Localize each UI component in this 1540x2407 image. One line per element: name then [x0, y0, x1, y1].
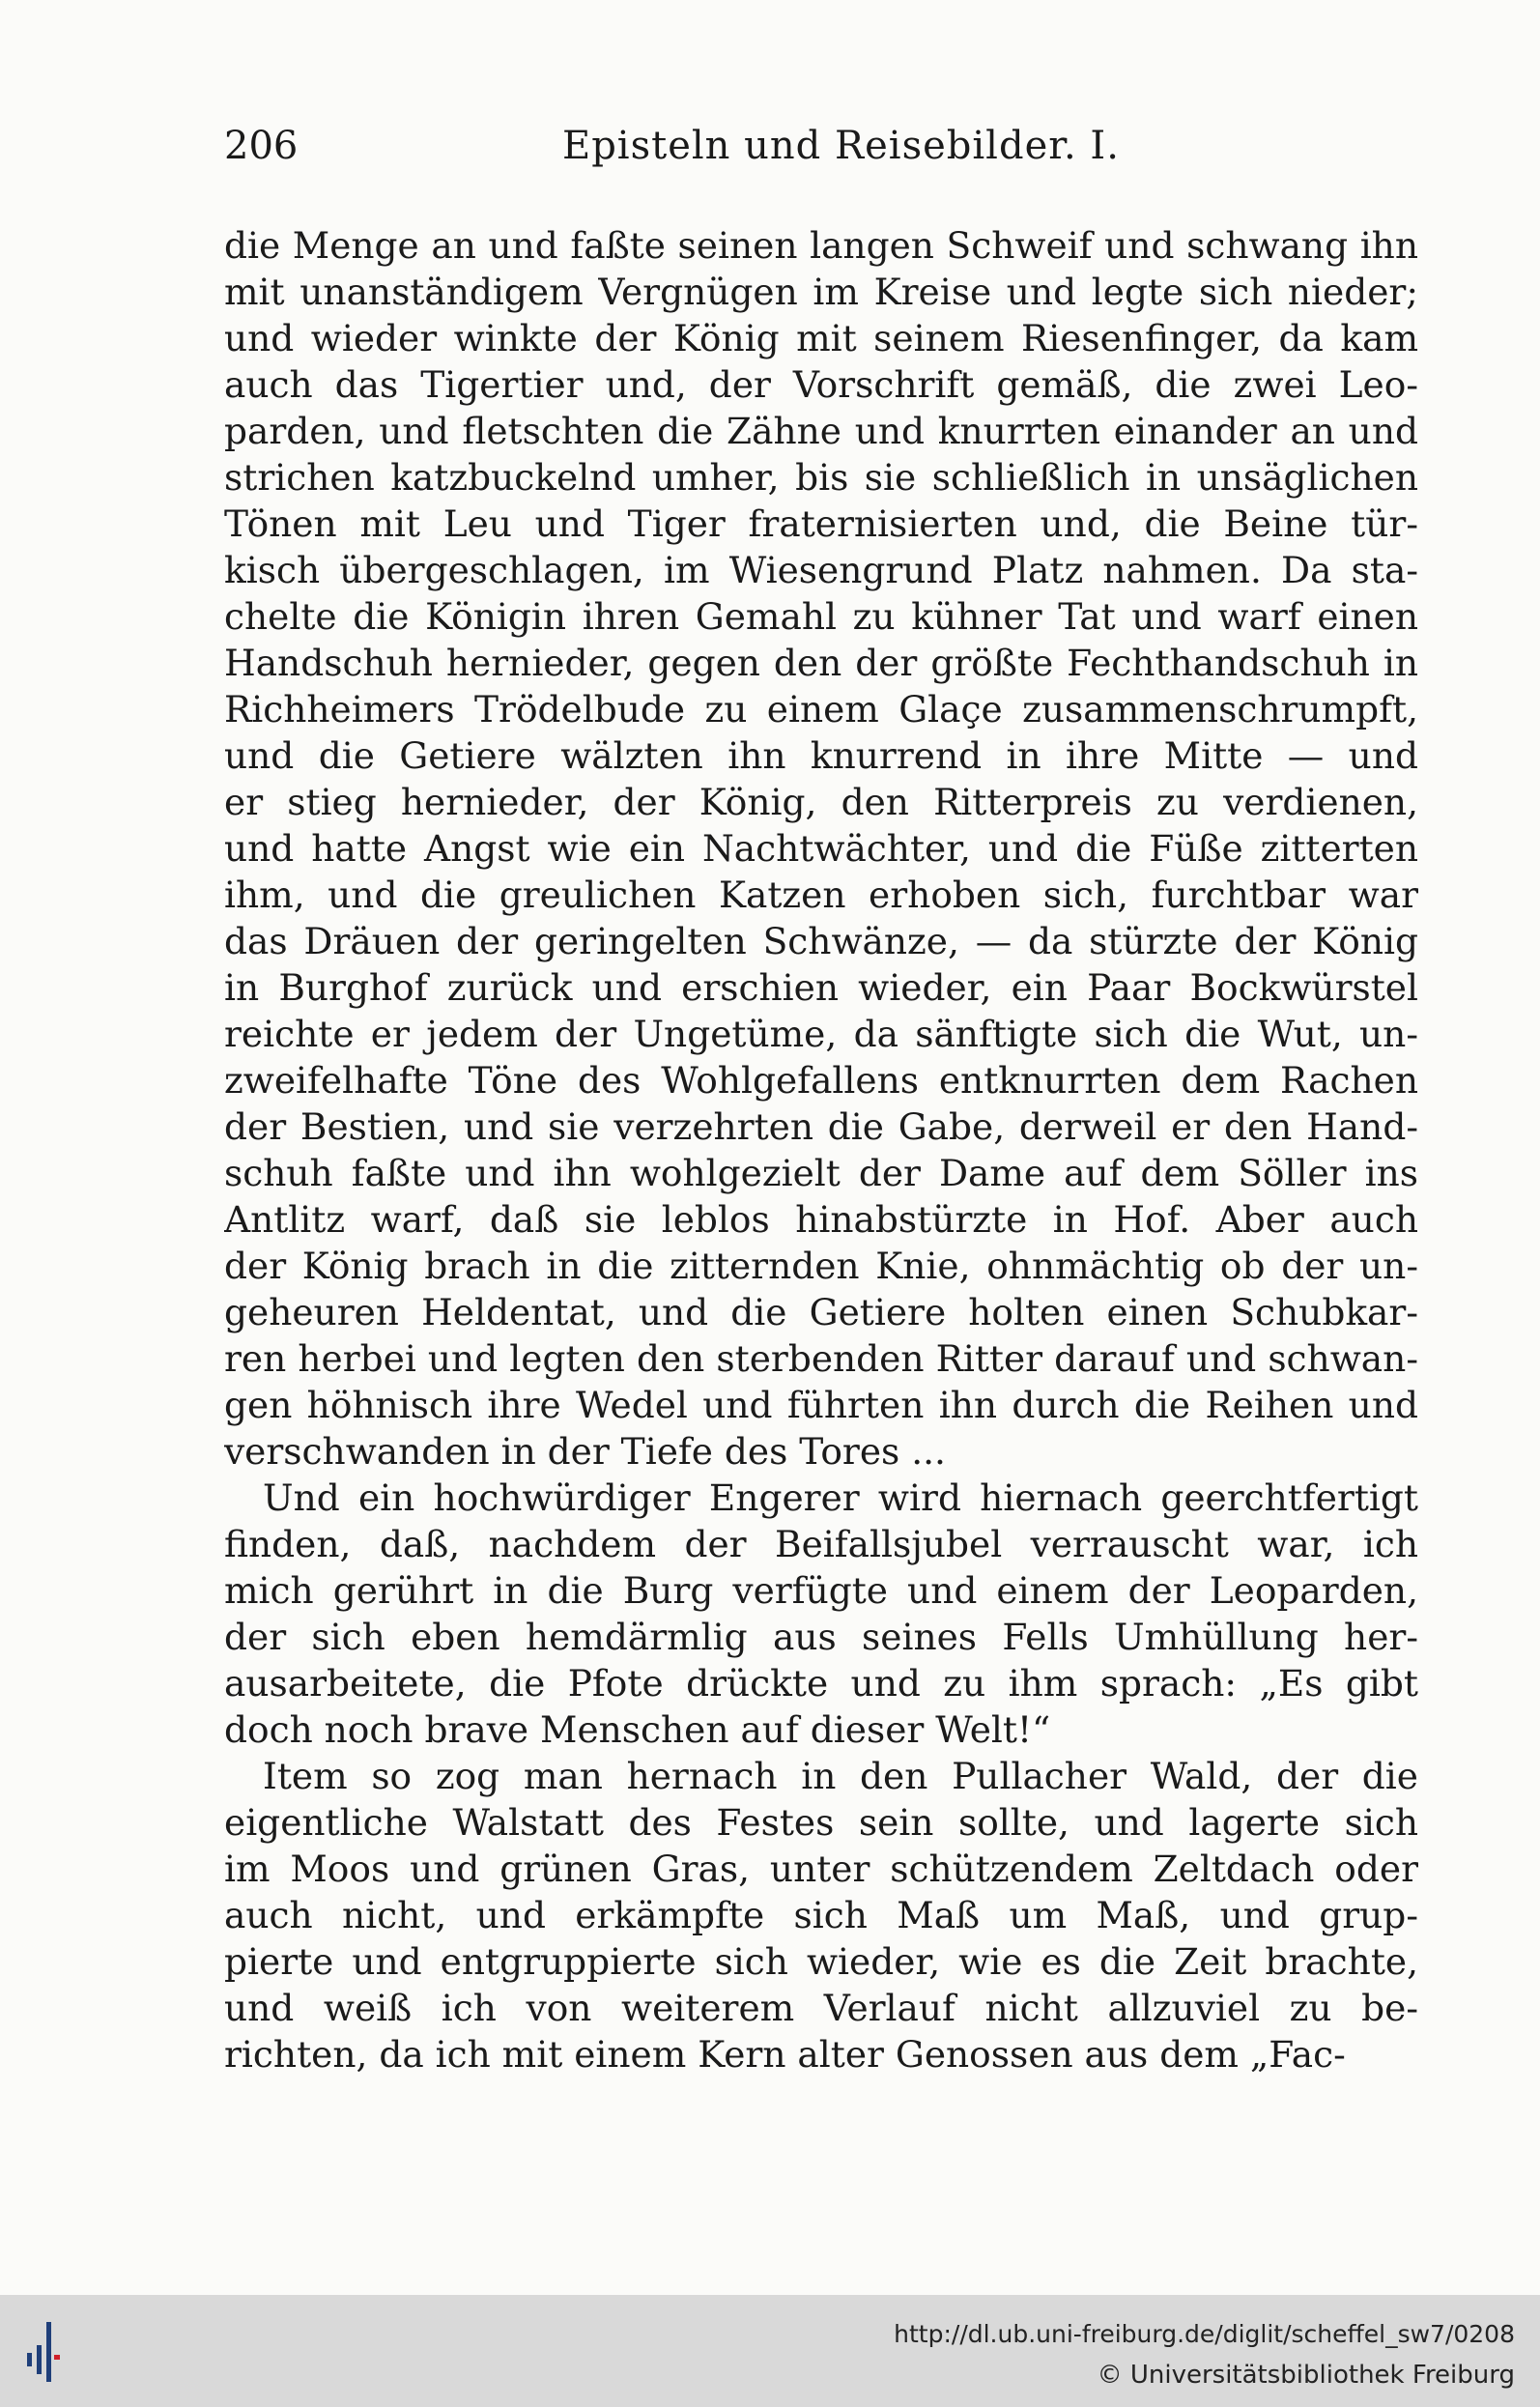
text-line: gen höhnisch ihre Wedel und führten ihn durch die Reihen und: [224, 1384, 1418, 1426]
text-line: finden, daß, nachdem der Beifallsjubel verrauscht war, ich: [224, 1523, 1418, 1565]
text-line: eigentliche Walstatt des Festes sein sollte, und lagerte sich: [224, 1801, 1418, 1844]
permalink-url[interactable]: http://dl.ub.uni-freiburg.de/diglit/scheffel_sw7/0208: [894, 2320, 1515, 2348]
text-line: mich gerührt in die Burg verfügte und einem der Leoparden,: [224, 1569, 1418, 1612]
text-line: und die Getiere wälzten ihn knurrend in ihre Mitte — und: [224, 734, 1418, 777]
text-line: kisch übergeschlagen, im Wiesengrund Platz nahmen. Da sta-: [224, 549, 1418, 591]
text-line: Handschuh hernieder, gegen den der größte Fechthandschuh in: [224, 642, 1418, 684]
running-title: Episteln und Reisebilder. I.: [562, 124, 1120, 168]
text-line: auch nicht, und erkämpfte sich Maß um Maß, und grup-: [224, 1894, 1418, 1936]
text-line: schuh faßte und ihn wohlgezielt der Dame auf dem Söller ins: [224, 1152, 1418, 1194]
text-line: ihm, und die greulichen Katzen erhoben sich, furchtbar war: [224, 874, 1418, 916]
text-line: mit unanständigem Vergnügen im Kreise und legte sich nieder;: [224, 271, 1418, 313]
text-line: er stieg hernieder, der König, den Ritterpreis zu verdienen,: [224, 781, 1418, 823]
text-line: das Dräuen der geringelten Schwänze, — da stürzte der König: [224, 920, 1418, 962]
text-line: Item so zog man hernach in den Pullacher Wald, der die: [263, 1755, 1418, 1797]
text-line: richten, da ich mit einem Kern alter Genossen aus dem „Fac-: [224, 2033, 1346, 2076]
text-line: die Menge an und faßte seinen langen Schweif und schwang ihn: [224, 224, 1418, 267]
text-line: reichte er jedem der Ungetüme, da sänftigte sich die Wut, un-: [224, 1013, 1418, 1055]
text-line: und wieder winkte der König mit seinem Riesenfinger, da kam: [224, 317, 1418, 359]
text-line: zweifelhafte Töne des Wohlgefallens entknurrten dem Rachen: [224, 1059, 1418, 1102]
body-text: [224, 222, 1418, 2077]
text-line: ausarbeitete, die Pfote drückte und zu ihm sprach: „Es gibt: [224, 1662, 1418, 1705]
text-line: doch noch brave Menschen auf dieser Welt!“: [224, 1708, 1051, 1751]
text-line: und hatte Angst wie ein Nachtwächter, und die Füße zitterten: [224, 827, 1418, 870]
text-line: der König brach in die zitternden Knie, ohnmächtig ob der un-: [224, 1245, 1418, 1287]
library-logo-icon: [27, 2316, 60, 2386]
viewer-footer: [0, 2295, 1540, 2407]
text-line: im Moos und grünen Gras, unter schützendem Zeltdach oder: [224, 1848, 1418, 1890]
text-line: geheuren Heldentat, und die Getiere holten einen Schubkar-: [224, 1291, 1418, 1333]
text-line: der Bestien, und sie verzehrten die Gabe, derweil er den Hand-: [224, 1105, 1418, 1148]
text-line: Und ein hochwürdiger Engerer wird hiernach geerchtfertigt: [263, 1476, 1418, 1519]
text-line: Tönen mit Leu und Tiger fraternisierten und, die Beine tür-: [224, 502, 1418, 545]
text-line: chelte die Königin ihren Gemahl zu kühner Tat und warf einen: [224, 595, 1418, 638]
text-line: ren herbei und legten den sterbenden Ritter darauf und schwan-: [224, 1337, 1418, 1380]
text-line: Antlitz warf, daß sie leblos hinabstürzte in Hof. Aber auch: [224, 1198, 1418, 1241]
page-header: [224, 124, 1412, 182]
page-number: 206: [224, 124, 299, 168]
text-line: in Burghof zurück und erschien wieder, ein Paar Bockwürstel: [224, 966, 1418, 1009]
text-line: auch das Tigertier und, der Vorschrift gemäß, die zwei Leo-: [224, 363, 1418, 406]
text-line: pierte und entgruppierte sich wieder, wie es die Zeit brachte,: [224, 1940, 1418, 1983]
text-line: Richheimers Trödelbude zu einem Glaçe zusammenschrumpft,: [224, 688, 1418, 731]
text-line: verschwanden in der Tiefe des Tores ...: [224, 1430, 946, 1473]
text-line: und weiß ich von weiterem Verlauf nicht allzuviel zu be-: [224, 1987, 1418, 2029]
text-line: der sich eben hemdärmlig aus seines Fells Umhüllung her-: [224, 1616, 1418, 1658]
text-line: parden, und fletschten die Zähne und knurrten einander an und: [224, 410, 1418, 452]
text-line: strichen katzbuckelnd umher, bis sie schließlich in unsäglichen: [224, 456, 1418, 499]
copyright-notice: © Universitätsbibliothek Freiburg: [1097, 2361, 1515, 2390]
